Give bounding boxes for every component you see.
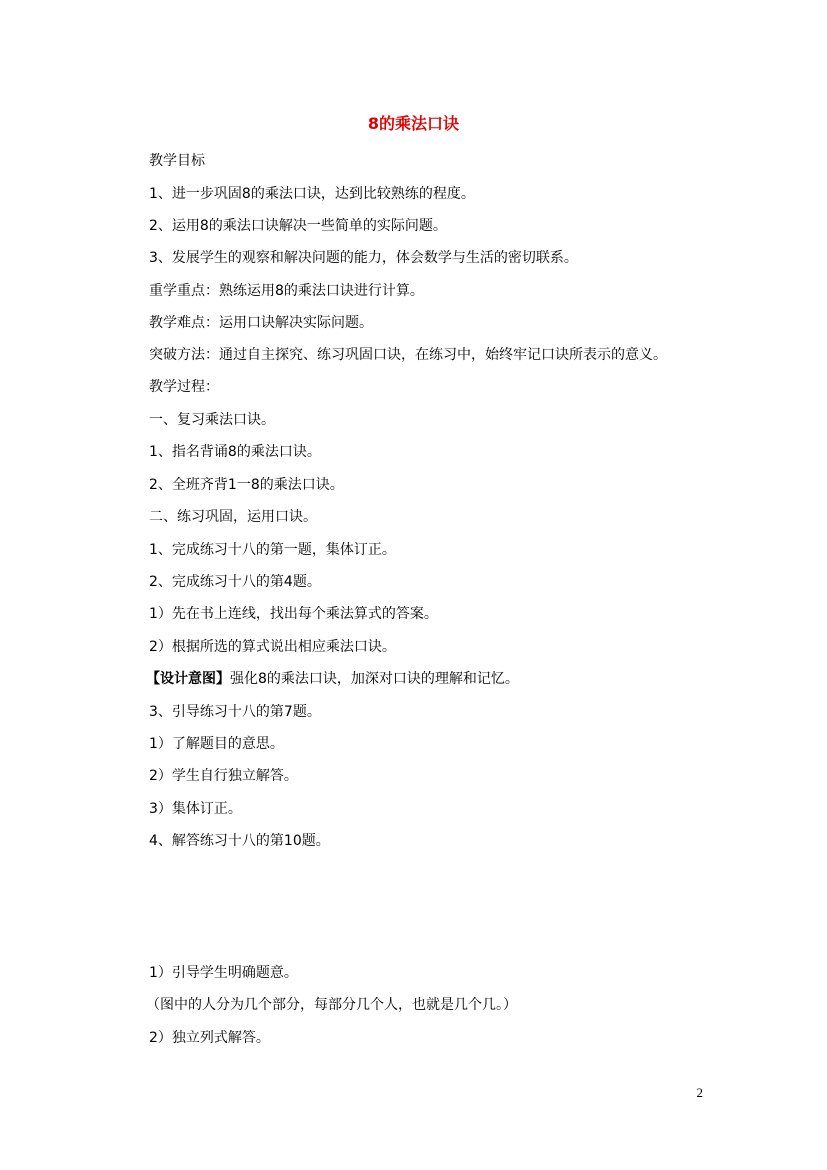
section-heading: 教学目标	[149, 153, 205, 169]
text-line: 4、解答练习十八的第10题。	[149, 833, 330, 849]
text-line: 重学重点：熟练运用8的乘法口诀进行计算。	[149, 283, 424, 299]
text-line: 一、复习乘法口诀。	[149, 412, 275, 428]
text-line: （图中的人分为几个部分，每部分几个人，也就是几个几。）	[146, 997, 517, 1013]
text-line: 二、练习巩固，运用口诀。	[149, 509, 317, 525]
text-line: 1、指名背诵8的乘法口诀。	[149, 444, 321, 460]
section-heading: 教学过程：	[149, 379, 219, 395]
text-line: 2）根据所选的算式说出相应乘法口诀。	[149, 639, 396, 655]
document-title: 8的乘法口诀	[367, 114, 460, 133]
text-line: 突破方法：通过自主探究、练习巩固口诀，在练习中，始终牢记口诀所表示的意义。	[149, 347, 667, 363]
design-note	[146, 669, 519, 689]
text-line: 3、引导练习十八的第7题。	[149, 704, 321, 720]
text-line: 2、全班齐背1一8的乘法口诀。	[149, 477, 344, 493]
text-line: 3）集体订正。	[149, 801, 242, 817]
text-line: 1）引导学生明确题意。	[149, 965, 298, 981]
design-note-label: 【设计意图】	[146, 671, 230, 687]
text-line: 1）先在书上连线，找出每个乘法算式的答案。	[149, 606, 438, 622]
text-line: 2）独立列式解答。	[149, 1030, 270, 1046]
page-number: 2	[696, 1085, 703, 1100]
text-line: 2、运用8的乘法口诀解决一些简单的实际问题。	[149, 218, 447, 234]
text-line: 2）学生自行独立解答。	[149, 768, 298, 784]
text-line: 1、进一步巩固8的乘法口诀，达到比较熟练的程度。	[149, 186, 475, 202]
text-line: 1）了解题目的意思。	[149, 736, 284, 752]
text-line: 3、发展学生的观察和解决问题的能力，体会数学与生活的密切联系。	[149, 250, 578, 266]
text-line: 2、完成练习十八的第4题。	[149, 574, 321, 590]
design-note-text: 强化8的乘法口诀，加深对口诀的理解和记忆。	[230, 671, 519, 687]
text-line: 1、完成练习十八的第一题，集体订正。	[149, 542, 396, 558]
text-line: 教学难点：运用口诀解决实际问题。	[149, 315, 373, 331]
